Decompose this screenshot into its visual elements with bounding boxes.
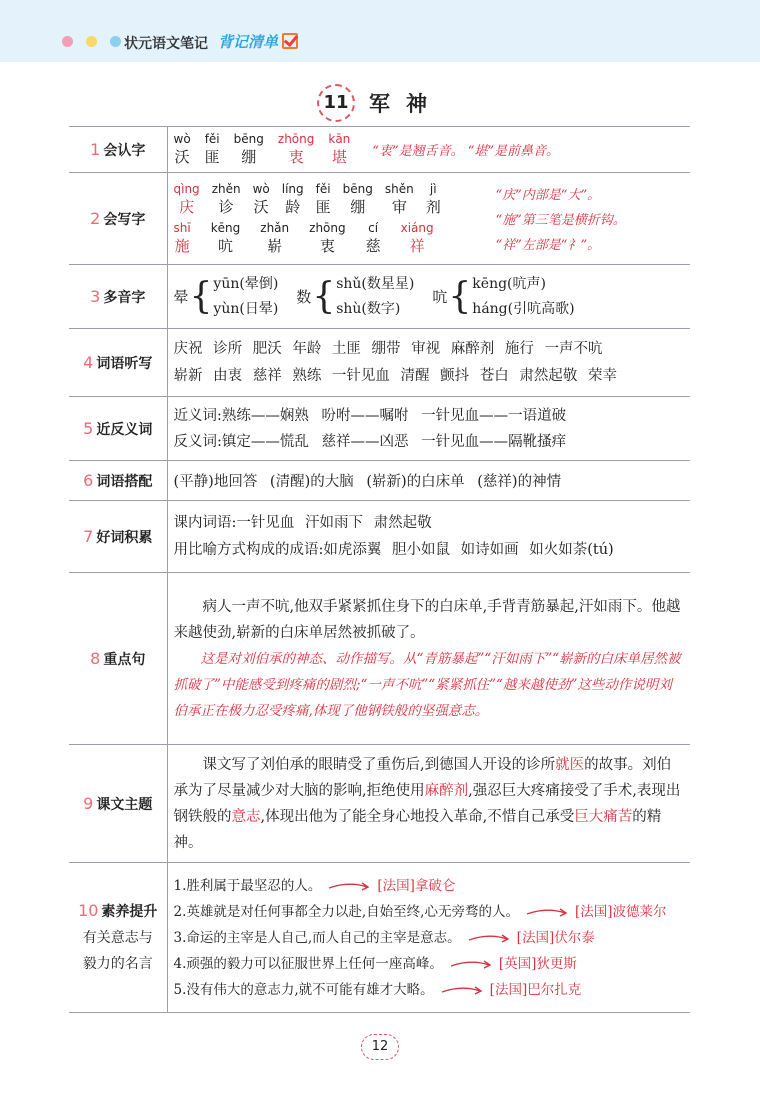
row-content (167, 501, 690, 573)
char-with-pinyin (316, 182, 331, 217)
reading: shù(数字) (336, 300, 401, 317)
hanzi: 诊 (218, 197, 234, 216)
char-grid (174, 132, 365, 167)
char-with-pinyin (328, 132, 350, 167)
reading: yùn(日晕) (213, 300, 279, 317)
row-content (167, 173, 690, 265)
theme-text: ,体现出他为了能全身心地投入革命,不惜自己承受 (260, 808, 575, 825)
lesson-number: 11 (317, 84, 355, 122)
arrow-icon (525, 905, 569, 919)
char-with-pinyin (253, 182, 270, 217)
row-label (69, 265, 167, 329)
key-sentence: 病人一声不吭,他双手紧紧抓住身下的白床单,手背青筋暴起,汗如雨下。他越来越使劲,崭新的白床单居然被抓破了。 (173, 598, 681, 641)
theme-text: 的故事。刘伯承为了尽量减少对大脑的影响,拒绝使用 (173, 756, 672, 799)
pinyin: kān (328, 132, 351, 146)
quote-author: [英国]狄更斯 (498, 955, 577, 972)
pinyin: shī (173, 220, 191, 235)
reading: kēng(吭声) (472, 275, 546, 292)
pinyin: wò (252, 181, 270, 196)
theme-paragraph (174, 752, 685, 856)
theme-text: 课文写了刘伯承的眼睛受了重伤后,到德国人开设的诊所 (202, 756, 556, 773)
arrow-icon (467, 931, 511, 945)
vocab-line: 课内词语:一针见血 汗如雨下 肃然起敬 (173, 514, 432, 531)
theme-text: 的精神。 (173, 808, 662, 851)
synonym-line: 近义词:熟练——娴熟 吩咐——嘱咐 一针见血——一语道破 (173, 407, 567, 424)
pinyin: zhōng (277, 132, 315, 146)
char-with-pinyin (211, 221, 241, 256)
arrow-icon (327, 879, 371, 893)
char-with-pinyin (366, 221, 381, 256)
polyphone-group (174, 272, 279, 322)
hanzi: 堪 (331, 148, 347, 166)
char-with-pinyin (385, 182, 414, 217)
row-number: 5 (83, 418, 94, 438)
char-with-pinyin (426, 182, 441, 217)
pronunciation-note: “衷”是翘舌音。 “堪”是前鼻音。 (372, 144, 560, 159)
row-label-text: 词语搭配 (96, 473, 153, 490)
char-with-pinyin (205, 132, 220, 167)
hanzi: 匪 (315, 197, 331, 216)
quote-author: [法国]伏尔泰 (516, 929, 595, 946)
hanzi: 沃 (174, 148, 190, 166)
arrow-icon (440, 983, 484, 997)
checkmark-icon (282, 33, 298, 49)
row-content (167, 127, 690, 173)
quote-author: [法国]拿破仑 (377, 877, 456, 894)
pinyin: qìng (173, 181, 200, 196)
pinyin: bēng (342, 181, 373, 196)
quotes-list (167, 863, 690, 1013)
dictation-line: 崭新 由衷 慈祥 熟练 一针见血 清醒 颤抖 苍白 肃然起敬 荣幸 (173, 367, 617, 384)
char-with-pinyin (401, 221, 434, 256)
row-label-text: 课文主题 (96, 796, 153, 813)
row-label (69, 173, 167, 265)
brace-icon: { (448, 276, 472, 317)
quote-item (174, 899, 685, 925)
pinyin: zhōng (309, 220, 346, 235)
checklist-label: 背记清单 (218, 33, 279, 51)
row-label-text: 近反义词 (96, 421, 153, 438)
row-number: 9 (83, 793, 94, 813)
hanzi: 崭 (267, 236, 283, 255)
pinyin: xiáng (400, 220, 434, 235)
theme-keyword: 意志 (231, 808, 261, 825)
row-label (69, 573, 167, 745)
pinyin: shěn (384, 181, 414, 196)
brace-icon: { (189, 276, 213, 317)
lesson-title: 军神 (369, 91, 443, 116)
polyphone-char: 晕 (173, 288, 189, 306)
pinyin: fěi (204, 132, 220, 146)
row-label (69, 461, 167, 501)
row-number: 6 (83, 470, 94, 490)
row-content (167, 329, 690, 397)
char-with-pinyin (234, 132, 264, 167)
row-content (167, 573, 690, 745)
quote-author: [法国]波德莱尔 (574, 903, 667, 920)
hanzi: 施 (174, 236, 190, 255)
char-with-pinyin (282, 182, 304, 217)
polyphone-group (296, 272, 414, 322)
hanzi: 绷 (350, 197, 366, 216)
table-row (69, 173, 690, 265)
hanzi: 祥 (409, 236, 425, 255)
vocab-line: 用比喻方式构成的成语:如虎添翼 胆小如鼠 如诗如画 如火如荼(tú) (173, 541, 614, 558)
table-row (69, 265, 690, 329)
quote-text: 2.英雄就是对任何事都全力以赴,自始至终,心无旁骛的人。 (173, 903, 519, 920)
table-row (69, 745, 690, 863)
quote-text: 4.顽强的毅力可以征服世界上任何一座高峰。 (173, 955, 443, 972)
polyphone-char: 数 (296, 288, 312, 306)
hanzi: 沃 (253, 197, 269, 216)
char-with-pinyin (174, 221, 191, 256)
sentence-analysis: 这是对刘伯承的神态、动作描写。从“青筋暴起”“汗如雨下”“崭新的白床单居然被抓破了”中能感受到疼痛的剧烈;“一声不吭”“紧紧抓住”“越来越使劲”这些动作说明刘伯承正在极力忍受疼痛,体现了他钢铁般的坚强意志。 (173, 650, 681, 719)
row-label-text: 素养提升 (101, 904, 158, 920)
row-label (69, 127, 167, 173)
writing-note: “祥”左部是“礻”。 (495, 237, 601, 253)
row-label-line: 毅力的名言 (82, 956, 153, 972)
brand-title: 状元语文笔记 (124, 36, 208, 52)
hanzi: 剂 (425, 197, 441, 216)
quote-author: [法国]巴尔扎克 (489, 981, 582, 998)
quote-text: 3.命运的主宰是人自己,而人自己的主宰是意志。 (173, 929, 461, 946)
table-row (69, 863, 690, 1013)
quote-text: 1.胜利属于最坚忍的人。 (173, 877, 322, 894)
char-with-pinyin (260, 221, 289, 256)
row-number: 1 (90, 139, 101, 159)
row-label (69, 329, 167, 397)
char-with-pinyin (309, 221, 345, 256)
table-row (69, 127, 690, 173)
char-grid (174, 182, 496, 217)
writing-note: “庆”内部是“大”。 (495, 188, 601, 204)
hanzi: 慈 (365, 236, 381, 255)
pinyin: cí (368, 220, 379, 235)
lesson-heading (0, 84, 760, 122)
hanzi: 审 (391, 197, 407, 216)
brace-icon: { (312, 276, 336, 317)
theme-keyword: 就医 (555, 756, 585, 773)
pinyin: líng (281, 181, 304, 196)
polyphone-char: 吭 (432, 288, 448, 306)
pinyin: zhǎn (260, 220, 290, 235)
decorative-dots (62, 36, 121, 47)
row-label (69, 745, 167, 863)
row-number: 7 (83, 526, 94, 546)
hanzi: 衷 (288, 148, 304, 166)
char-with-pinyin (343, 182, 373, 217)
pinyin: bēng (233, 132, 264, 146)
row-number: 10 (78, 901, 99, 920)
top-header-bar (0, 0, 760, 62)
arrow-icon (449, 957, 493, 971)
theme-keyword: 麻醉剂 (424, 782, 469, 799)
quote-item (174, 873, 685, 899)
table-row (69, 329, 690, 397)
row-label-text: 好词积累 (96, 529, 153, 546)
quote-item (174, 951, 685, 977)
table-row (69, 461, 690, 501)
notes-table (69, 126, 690, 1013)
hanzi: 吭 (217, 236, 233, 255)
row-label (69, 397, 167, 461)
table-row (69, 573, 690, 745)
pinyin: fěi (315, 181, 331, 196)
char-with-pinyin (174, 132, 191, 167)
table-row (69, 397, 690, 461)
char-with-pinyin (278, 132, 314, 167)
char-with-pinyin (212, 182, 241, 217)
row-content (167, 397, 690, 461)
row-number: 2 (90, 208, 101, 228)
table-row (69, 501, 690, 573)
row-label-text: 会写字 (103, 211, 146, 228)
antonym-line: 反义词:镇定——慌乱 慈祥——凶恶 一针见血——隔靴搔痒 (173, 433, 567, 450)
row-number: 3 (90, 286, 101, 306)
theme-text: ,强忍巨大疼痛接受了手术,表现出钢铁般的 (173, 782, 681, 825)
writing-note: “施”第三笔是横折钩。 (495, 212, 626, 228)
row-label-text: 多音字 (103, 289, 146, 306)
reading: yūn(晕倒) (213, 275, 279, 292)
char-with-pinyin (174, 182, 200, 217)
polyphone-groups (174, 272, 685, 322)
polyphone-group (432, 272, 574, 322)
row-number: 4 (83, 352, 94, 372)
row-label-text: 词语听写 (96, 355, 153, 372)
row-label-text: 重点句 (103, 651, 146, 668)
reading: háng(引吭高歌) (472, 300, 575, 317)
pink-dot (62, 36, 73, 47)
hanzi: 匪 (204, 148, 220, 166)
hanzi: 绷 (241, 148, 257, 166)
row-label (69, 863, 167, 1013)
dictation-line: 庆祝 诊所 肥沃 年龄 土匪 绷带 审视 麻醉剂 施行 一声不吭 (173, 340, 603, 357)
blue-dot (110, 36, 121, 47)
theme-keyword: 巨大痛苦 (574, 808, 633, 825)
page-number: 12 (361, 1034, 399, 1060)
hanzi: 庆 (179, 197, 195, 216)
pinyin: jì (429, 181, 437, 196)
quote-item (174, 925, 685, 951)
hanzi: 龄 (285, 197, 301, 216)
pinyin: zhěn (211, 181, 241, 196)
row-label (69, 501, 167, 573)
row-number: 8 (90, 648, 101, 668)
row-label-line: 有关意志与 (82, 930, 153, 946)
pinyin: kēng (210, 220, 241, 235)
quote-item (174, 977, 685, 1003)
pinyin: wò (173, 132, 191, 146)
yellow-dot (86, 36, 97, 47)
row-content (167, 265, 690, 329)
quote-text: 5.没有伟大的意志力,就不可能有雄才大略。 (173, 981, 434, 998)
char-grid (174, 221, 496, 256)
hanzi: 衷 (319, 236, 335, 255)
row-label-text: 会认字 (103, 142, 146, 159)
collocation-text: (平静)地回答 (清醒)的大脑 (崭新)的白床单 (慈祥)的神情 (167, 461, 690, 501)
row-content (167, 745, 690, 863)
checklist-title (218, 31, 298, 52)
reading: shǔ(数星星) (336, 275, 415, 292)
